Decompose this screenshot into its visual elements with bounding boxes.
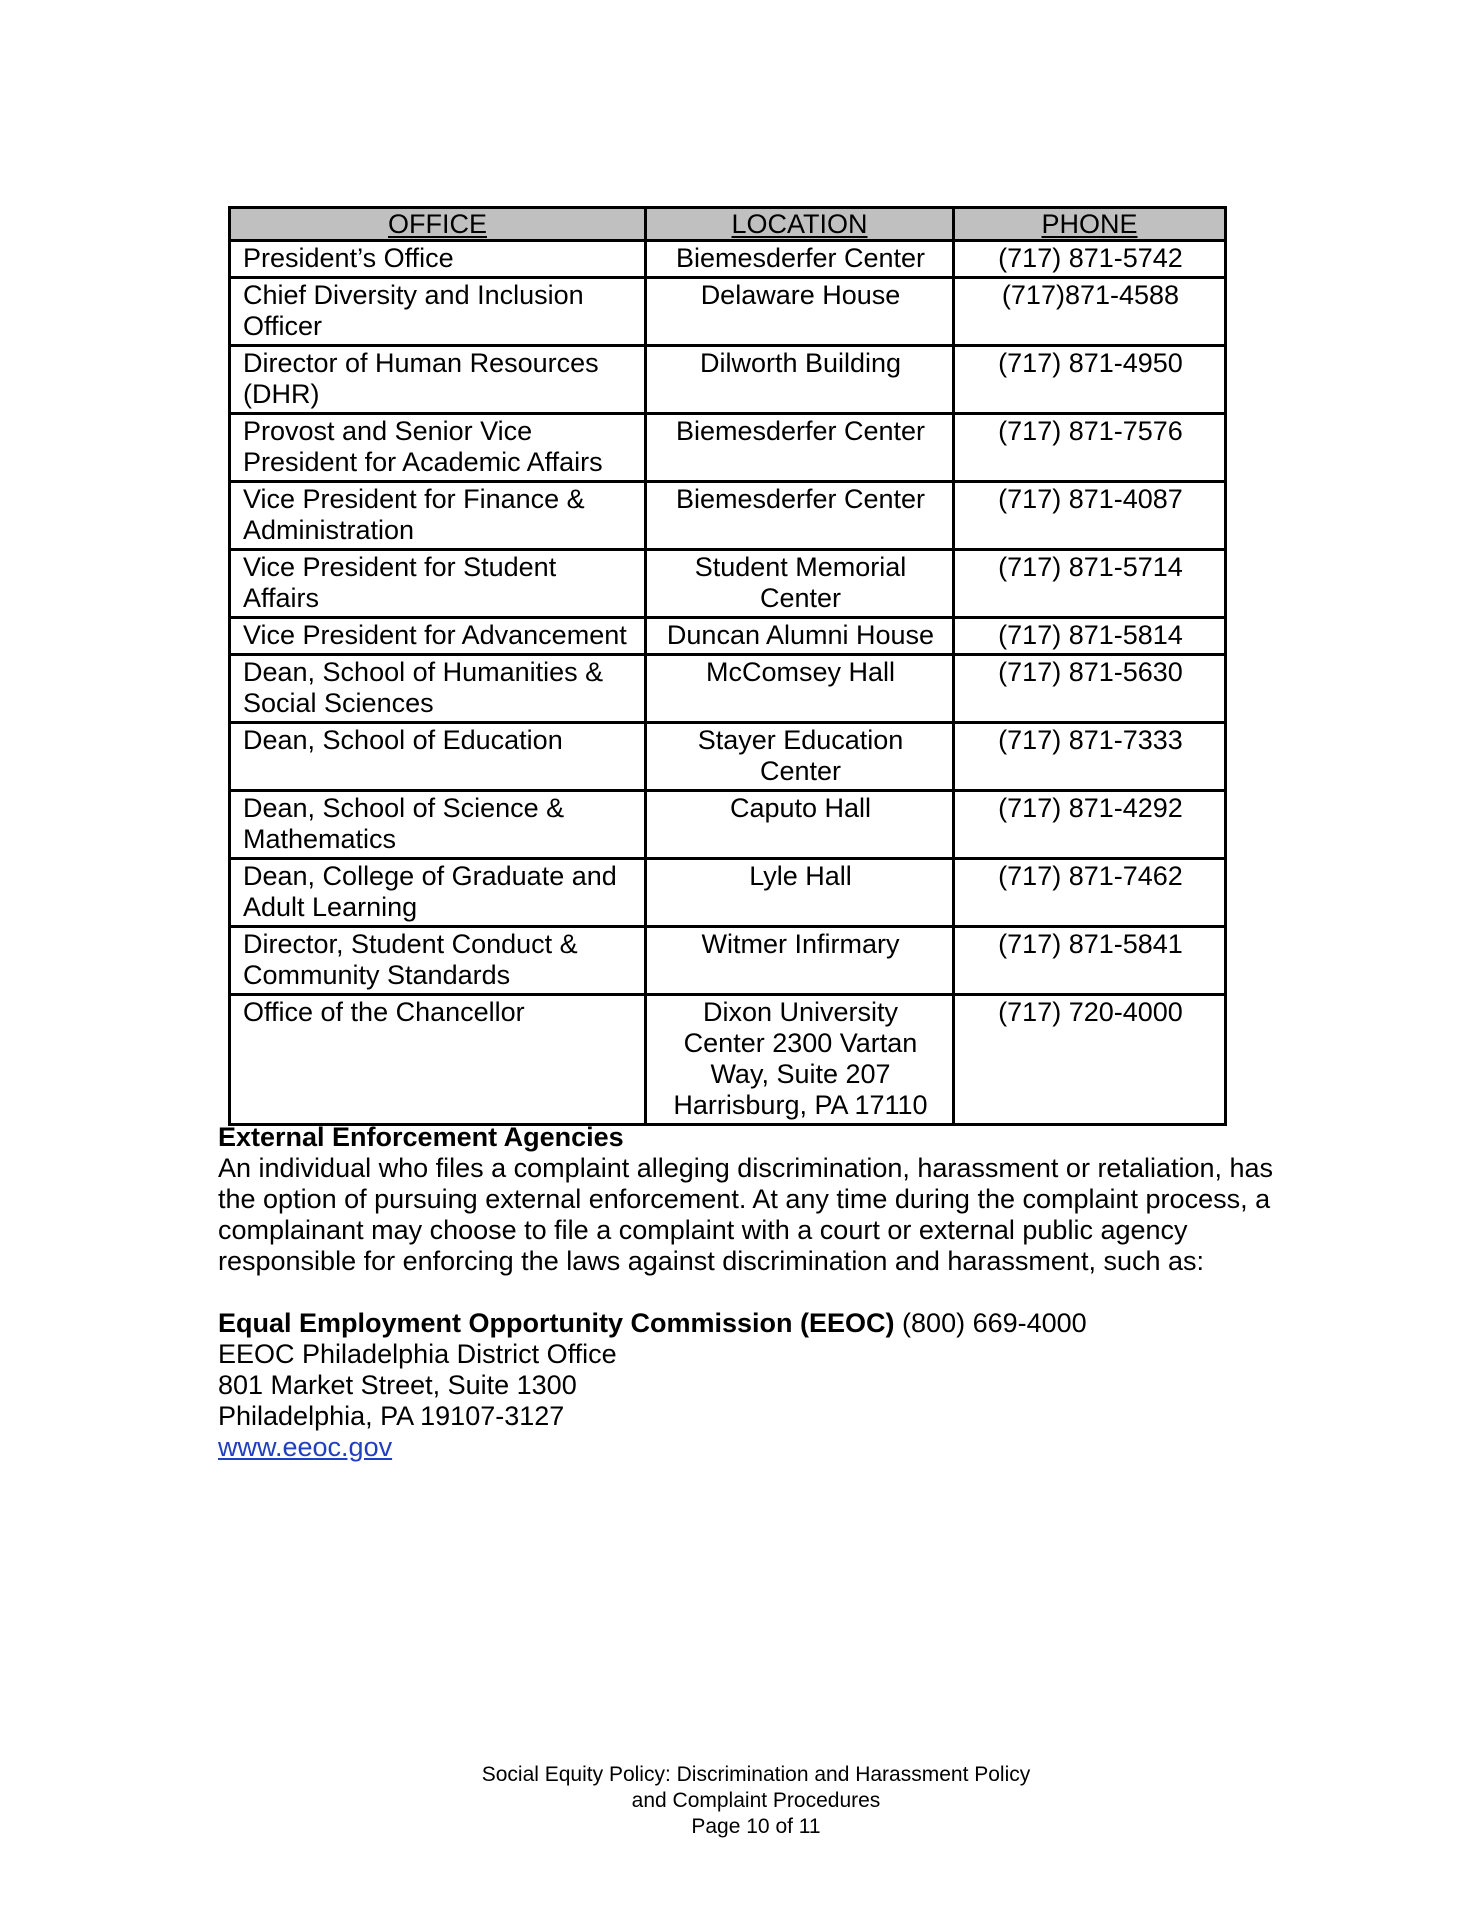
agency-street: 801 Market Street, Suite 1300 [218,1370,577,1400]
phone-cell: (717) 871-5742 [954,241,1226,278]
eeoc-contact [218,1308,1278,1463]
table-row [230,859,1226,927]
agency-phone: (800) 669-4000 [894,1308,1087,1338]
table-row [230,414,1226,482]
table-row [230,723,1226,791]
page-footer [0,1762,1484,1840]
agency-city: Philadelphia, PA 19107-3127 [218,1401,565,1431]
office-directory-table [228,206,1227,1126]
office-cell: Dean, School of Humanities & Social Sciences [230,655,646,723]
location-cell: Biemesderfer Center [646,482,954,550]
table-row [230,550,1226,618]
table-row [230,241,1226,278]
footer-page-number: Page 10 of 11 [691,1815,821,1838]
phone-cell: (717) 871-5814 [954,618,1226,655]
phone-cell: (717) 871-4950 [954,346,1226,414]
location-cell: Delaware House [646,278,954,346]
table-row [230,791,1226,859]
agency-office: EEOC Philadelphia District Office [218,1339,617,1369]
office-cell: Vice President for Advancement [230,618,646,655]
table-header-row [230,208,1226,241]
section-heading: External Enforcement Agencies [218,1122,624,1152]
office-cell: Director of Human Resources (DHR) [230,346,646,414]
location-cell: McComsey Hall [646,655,954,723]
office-cell: Vice President for Finance & Administration [230,482,646,550]
header-location: LOCATION [646,208,954,241]
phone-cell: (717) 871-5630 [954,655,1226,723]
footer-line-1: Social Equity Policy: Discrimination and Harassment Policy [481,1763,1031,1786]
table-row [230,482,1226,550]
phone-cell: (717) 871-7462 [954,859,1226,927]
location-cell: Biemesderfer Center [646,241,954,278]
office-cell: Provost and Senior Vice President for Academic Affairs [230,414,646,482]
office-cell: Dean, School of Education [230,723,646,791]
table-row [230,618,1226,655]
location-cell: Student Memorial Center [646,550,954,618]
location-cell: Biemesderfer Center [646,414,954,482]
location-cell: Caputo Hall [646,791,954,859]
location-cell: Dilworth Building [646,346,954,414]
phone-cell: (717) 720-4000 [954,995,1226,1125]
location-cell: Witmer Infirmary [646,927,954,995]
location-cell: Lyle Hall [646,859,954,927]
table-row [230,995,1226,1125]
office-cell: Vice President for Student Affairs [230,550,646,618]
phone-cell: (717) 871-5714 [954,550,1226,618]
table-row [230,655,1226,723]
table-row [230,278,1226,346]
phone-cell: (717) 871-4292 [954,791,1226,859]
footer-line-2: and Complaint Procedures [631,1789,881,1812]
phone-cell: (717) 871-4087 [954,482,1226,550]
agency-name: Equal Employment Opportunity Commission (EEOC) [218,1308,895,1338]
office-cell: Dean, College of Graduate and Adult Learning [230,859,646,927]
table-row [230,927,1226,995]
phone-cell: (717)871-4588 [954,278,1226,346]
location-cell: Dixon University Center 2300 Vartan Way, Suite 207 Harrisburg, PA 17110 [646,995,954,1125]
table-row [230,346,1226,414]
header-office: OFFICE [230,208,646,241]
office-cell: Chief Diversity and Inclusion Officer [230,278,646,346]
agency-title-line [218,1308,1278,1339]
office-cell: Director, Student Conduct & Community Standards [230,927,646,995]
section-paragraph: An individual who files a complaint alleging discrimination, harassment or retaliation, has the option of pursuing external enforcement. At any time during the complaint process, a complainant may choose to file a complaint with a court or external public agency responsible for enforcing the laws against discrimination and harassment, such as: [218,1153,1274,1276]
location-cell: Duncan Alumni House [646,618,954,655]
external-enforcement-section [218,1122,1278,1463]
header-phone: PHONE [954,208,1226,241]
phone-cell: (717) 871-7576 [954,414,1226,482]
phone-cell: (717) 871-7333 [954,723,1226,791]
office-cell: Office of the Chancellor [230,995,646,1125]
phone-cell: (717) 871-5841 [954,927,1226,995]
office-cell: Dean, School of Science & Mathematics [230,791,646,859]
agency-website-link[interactable]: www.eeoc.gov [218,1432,393,1462]
office-cell: President’s Office [230,241,646,278]
location-cell: Stayer Education Center [646,723,954,791]
